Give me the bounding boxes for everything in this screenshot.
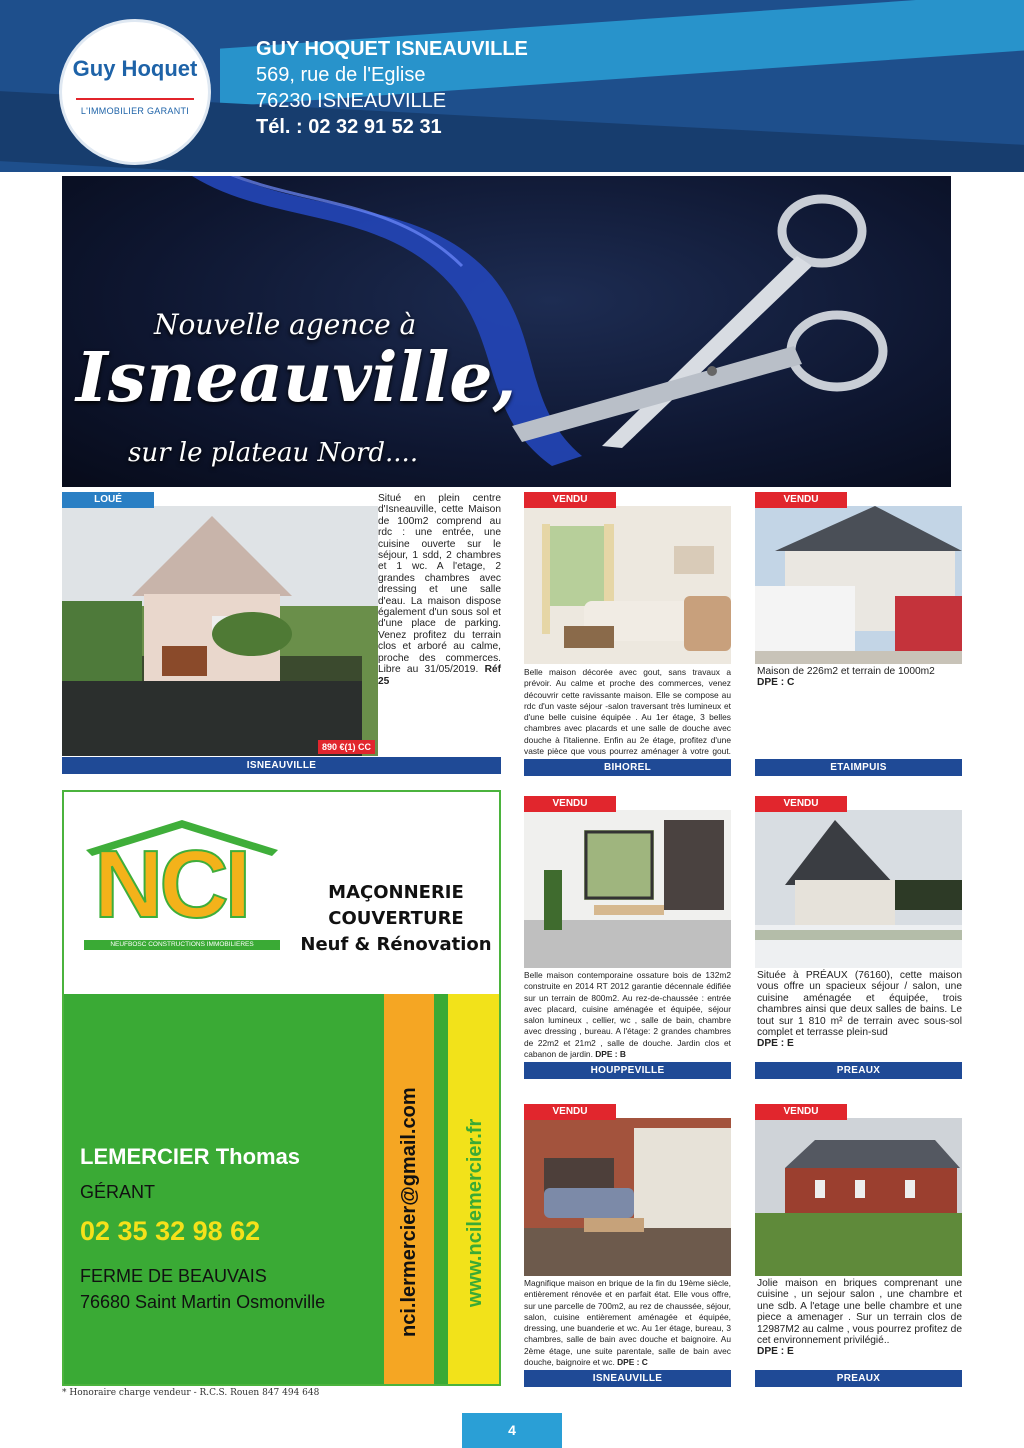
status-badge: VENDU <box>755 1104 847 1120</box>
scissors-graphic <box>482 186 922 476</box>
listing-description <box>524 1278 731 1370</box>
new-agency-banner <box>62 176 951 487</box>
listing-description-text: Belle maison décorée avec gout, sans travaux a prévoir. Au calme et proche des commerces, venez découvrir cette ravissante maison. Elle se compose au rdc d'un vaste séjour -salon traversant très lumineux et d'une belle cuisine équipée . Au 1er étage, 3 belles chambres avec placards et une salle de douche avec douche à l'italienne. Enfin au 2e étage, profitez d'une vaste pièce que vous pourrez aménager à votre gout. <box>524 667 731 757</box>
listing-photo <box>524 506 731 664</box>
listing-location: BIHOREL <box>524 759 731 776</box>
guy-hoquet-logo <box>62 22 208 162</box>
listing-description <box>757 666 962 706</box>
banner-line-2: Isneauville, <box>76 338 517 418</box>
listing-description-text: Belle maison contemporaine ossature bois de 132m2 construite en 2014 RT 2012 garantie décennale édifiée sur un terrain de 800m2. Au rez-de-chaussée : entrée avec placard, cuisine aménagée et équipée, séjour salon lumineux , cellier, wc , salle de bain, chambre avec dressing , bureau. A l'étage: 2 grandes chambres de 22m2 et 21m2 , salle de douche. Jardin clos et cabanon de jardin. <box>524 970 731 1060</box>
ad-address-1: FERME DE BEAUVAIS <box>80 1266 267 1286</box>
listing-description-text: Située à PRÉAUX (76160), cette maison vous offre un spacieux séjour / salon, une cuisine aménagée et équipée, trois chambres ainsi que deux salles de bains. Le tout sur 1 810 m² de terrain avec sous-sol complet et terrasse plein-sud <box>757 970 962 1039</box>
ad-contact-firstname: Thomas <box>215 1144 301 1169</box>
price-badge: 890 €(1) CC <box>318 740 375 754</box>
nci-logo-subtitle: NEUFBOSC CONSTRUCTIONS IMMOBILIERES <box>84 940 280 950</box>
ad-contact-phone: 02 35 32 98 62 <box>80 1216 261 1246</box>
listing-description <box>524 667 731 757</box>
listing-photo <box>524 810 731 968</box>
listing-ref: Réf 25 <box>378 664 501 687</box>
listing-location: ISNEAUVILLE <box>524 1370 731 1387</box>
listing-description-text: Jolie maison en briques comprenant une cuisine , un sejour salon , une chambre et une sdb. A l'etage une belle chambre et une piece a amenager . Sur un terrain clos de 12987M2 au calme , vous pourrez profitez de cet environnement privilégié.. <box>757 1278 962 1347</box>
nci-advertisement <box>62 790 501 1386</box>
listing-location: PREAUX <box>755 1062 962 1079</box>
listing-dpe: DPE : C <box>757 677 795 689</box>
listing-location: HOUPPEVILLE <box>524 1062 731 1079</box>
listing-location: ISNEAUVILLE <box>62 757 501 774</box>
agency-address-1: 569, rue de l'Eglise <box>256 64 426 86</box>
listing-location: PREAUX <box>755 1370 962 1387</box>
listing-description <box>524 970 731 1062</box>
nci-logo: NCI <box>94 831 248 938</box>
listing-dpe: DPE : E <box>757 1038 794 1050</box>
status-badge: VENDU <box>524 1104 616 1120</box>
listing-description-text: Magnifique maison en brique de la fin du 19ème siècle, entièrement rénovée et en parfait état. Elle vous offre, sur une parcelle de 700m2, au rez de chaussée, séjour, salon, cuisine entièrement aménagée et équipée, dressing, une buanderie et wc. Au 1er étage, bureau, 3 chambres, salle de bain avec douche et baignoire. Au 2ème étage, une suite parentale, salle de bain avec douche, baignoire et wc. <box>524 1278 731 1368</box>
ad-service-3: Neuf & Rénovation <box>300 934 492 955</box>
logo-tagline: L'IMMOBILIER GARANTI <box>80 106 190 116</box>
status-badge: VENDU <box>755 492 847 508</box>
listing-dpe: DPE : C <box>617 1357 648 1368</box>
ad-service-1: MAÇONNERIE <box>328 882 464 903</box>
listing-dpe: DPE : E <box>757 1346 794 1358</box>
banner-line-1: Nouvelle agence à <box>154 308 417 341</box>
listing-photo <box>755 506 962 664</box>
listing-photo <box>524 1118 731 1276</box>
status-badge: VENDU <box>755 796 847 812</box>
status-badge: VENDU <box>524 796 616 812</box>
listing-photo <box>755 810 962 968</box>
listing-photo <box>62 506 378 756</box>
ad-contact-role: GÉRANT <box>80 1182 156 1202</box>
ad-contact-name <box>80 1144 300 1170</box>
page-number: 4 <box>462 1413 562 1448</box>
listing-description-text: Situé en plein centre d'Isneauville, cette Maison de 100m2 comprend au rdc : une entrée, une cuisine ouverte sur le séjour, 1 sdd, 2 chambres et 1 wc. A l'etage, 2 grandes chambres avec dressing et une salle d'eau. La maison dispose également d'un sous sol et d'une place de parking. Venez profitez du terrain clos et arboré au calme, proche des commerces. Libre au 31/05/2019. <box>378 493 501 676</box>
banner-line-3: sur le plateau Nord.... <box>128 438 419 468</box>
ad-contact-lastname: LEMERCIER <box>80 1144 210 1169</box>
listing-description <box>757 1278 962 1370</box>
logo-divider <box>76 98 194 100</box>
listing-dpe: DPE : B <box>595 1049 626 1060</box>
listing-photo <box>755 1118 962 1276</box>
status-badge: LOUÉ <box>62 492 154 508</box>
page-header <box>0 0 1024 172</box>
footnote: * Honoraire charge vendeur - R.C.S. Rouen 847 494 648 <box>62 1388 320 1398</box>
listing-description <box>757 970 962 1062</box>
ad-address-2: 76680 Saint Martin Osmonville <box>80 1292 326 1312</box>
agency-phone: Tél. : 02 32 91 52 31 <box>256 116 442 138</box>
listing-location: ETAIMPUIS <box>755 759 962 776</box>
agency-name: GUY HOQUET ISNEAUVILLE <box>256 38 528 60</box>
ad-website: www.ncilemercier.fr <box>464 1118 486 1307</box>
listing-description <box>378 493 501 743</box>
ad-service-2: COUVERTURE <box>328 908 464 929</box>
agency-address-2: 76230 ISNEAUVILLE <box>256 90 447 112</box>
logo-name: Guy Hoquet <box>72 56 198 81</box>
listing-description-text: Maison de 226m2 et terrain de 1000m2 <box>757 666 935 677</box>
ad-email: nci.lermercier@gmail.com <box>398 1087 420 1337</box>
status-badge: VENDU <box>524 492 616 508</box>
